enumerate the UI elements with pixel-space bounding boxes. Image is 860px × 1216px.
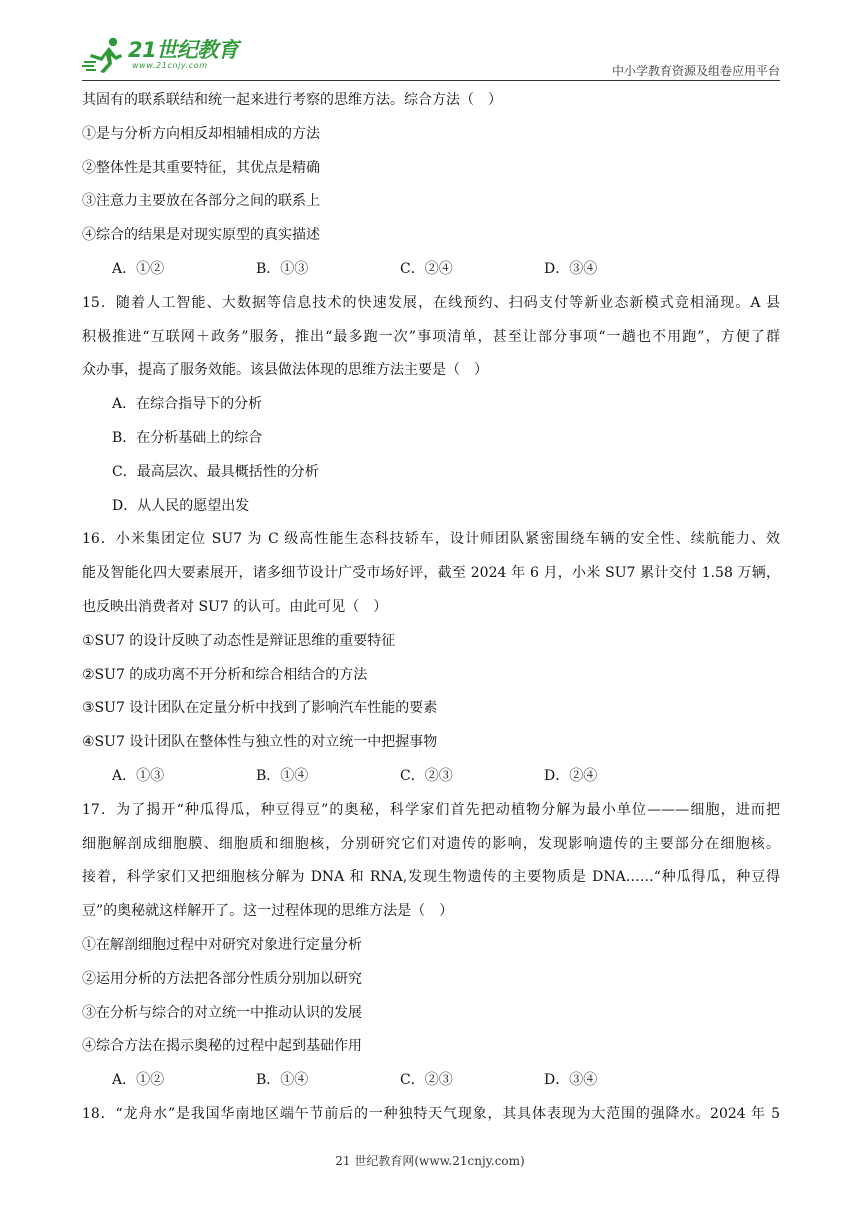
q14-option-d[interactable]: D．③④ xyxy=(544,260,598,277)
q15-stem-line-3: 众办事，提高了服务效能。该县做法体现的思维方法主要是（ ） xyxy=(82,362,488,379)
q15-option-a[interactable]: A．在综合指导下的分析 xyxy=(112,396,263,413)
platform-name: 中小学教育资源及组卷应用平台 xyxy=(611,64,780,78)
q16-option-d[interactable]: D．②④ xyxy=(544,767,598,784)
q17-statement-2: ②运用分析的方法把各部分性质分别加以研究 xyxy=(82,970,362,987)
logo-name: 21世纪教育 xyxy=(128,38,239,62)
q16-statement-2: ②SU7 的成功离不开分析和综合相结合的方法 xyxy=(82,666,368,683)
q14-option-b[interactable]: B．①③ xyxy=(256,260,309,277)
q17-stem-line-2: 细胞解剖成细胞膜、细胞质和细胞核，分别研究它们对遗传的影响，发现影响遗传的主要部分在细胞核。 xyxy=(82,835,780,852)
q16-statement-1: ①SU7 的设计反映了动态性是辩证思维的重要特征 xyxy=(82,632,396,649)
q15-stem-line-1: 15．随着人工智能、大数据等信息技术的快速发展，在线预约、扫码支付等新业态新模式竞相涌现。A 县 xyxy=(82,294,780,311)
q17-statement-4: ④综合方法在揭示奥秘的过程中起到基础作用 xyxy=(82,1038,362,1055)
site-logo[interactable] xyxy=(82,34,252,76)
q18-stem-line-1: 18．“龙舟水”是我国华南地区端午节前后的一种独特天气现象，其具体表现为大范围的强降水。2024 年 5 xyxy=(82,1105,780,1122)
q16-stem-line-2: 能及智能化四大要素展开，诸多细节设计广受市场好评，截至 2024 年 6 月，小米 SU7 累计交付 1.58 万辆， xyxy=(82,565,780,582)
q17-stem-line-1: 17．为了揭开“种瓜得瓜，种豆得豆”的奥秘，科学家们首先把动植物分解为最小单位———细胞，进而把 xyxy=(82,801,780,818)
runner-logo-icon xyxy=(82,36,126,74)
q17-option-a[interactable]: A．①② xyxy=(112,1072,165,1089)
logo-url: www.21cnjy.com xyxy=(132,61,208,70)
header-divider xyxy=(82,80,780,81)
q14-statement-1: ①是与分析方向相反却相辅相成的方法 xyxy=(82,125,320,142)
q16-stem-line-1: 16．小米集团定位 SU7 为 C 级高性能生态科技轿车，设计师团队紧密围绕车辆的安全性、续航能力、效 xyxy=(82,531,780,548)
q17-stem-line-3: 接着，科学家们又把细胞核分解为 DNA 和 RNA,发现生物遗传的主要物质是 DNA……“种瓜得瓜，种豆得 xyxy=(82,869,780,886)
q16-statement-4: ④SU7 设计团队在整体性与独立性的对立统一中把握事物 xyxy=(82,734,438,751)
q14-options xyxy=(82,257,780,291)
q15-stem-line-2: 积极推进“互联网＋政务”服务，推出“最多跑一次”事项清单，甚至让部分事项“一趟也不用跑”，方便了群 xyxy=(82,328,780,345)
q17-option-c[interactable]: C．②③ xyxy=(400,1072,453,1089)
q14-option-a[interactable]: A．①② xyxy=(112,260,165,277)
page-header xyxy=(82,28,780,80)
q17-statement-1: ①在解剖细胞过程中对研究对象进行定量分析 xyxy=(82,936,362,953)
q17-option-b[interactable]: B．①④ xyxy=(256,1072,309,1089)
q16-options xyxy=(82,764,780,798)
q16-option-a[interactable]: A．①③ xyxy=(112,767,165,784)
q16-stem-line-3: 也反映出消费者对 SU7 的认可。由此可见（ ） xyxy=(82,598,388,615)
q16-option-c[interactable]: C．②③ xyxy=(400,767,453,784)
q17-options xyxy=(82,1068,780,1102)
q15-option-b[interactable]: B．在分析基础上的综合 xyxy=(112,429,263,446)
q17-stem-line-4: 豆”的奥秘就这样解开了。这一过程体现的思维方法是（ ） xyxy=(82,903,454,920)
q16-option-b[interactable]: B．①④ xyxy=(256,767,309,784)
question-body xyxy=(82,88,780,1136)
q17-statement-3: ③在分析与综合的对立统一中推动认识的发展 xyxy=(82,1004,362,1021)
q15-option-d[interactable]: D．从人民的愿望出发 xyxy=(112,497,250,514)
q14-stem-continued: 其固有的联系联结和统一起来进行考察的思维方法。综合方法（ ） xyxy=(82,92,502,108)
q14-statement-4: ④综合的结果是对现实原型的真实描述 xyxy=(82,227,320,244)
q14-statement-3: ③注意力主要放在各部分之间的联系上 xyxy=(82,193,320,210)
q17-option-d[interactable]: D．③④ xyxy=(544,1072,598,1089)
q16-statement-3: ③SU7 设计团队在定量分析中找到了影响汽车性能的要素 xyxy=(82,700,438,717)
q14-statement-2: ②整体性是其重要特征，其优点是精确 xyxy=(82,159,320,176)
page-footer[interactable]: 21 世纪教育网(www.21cnjy.com) xyxy=(335,1154,525,1168)
q14-option-c[interactable]: C．②④ xyxy=(400,260,453,277)
q15-option-c[interactable]: C．最高层次、最具概括性的分析 xyxy=(112,463,319,480)
